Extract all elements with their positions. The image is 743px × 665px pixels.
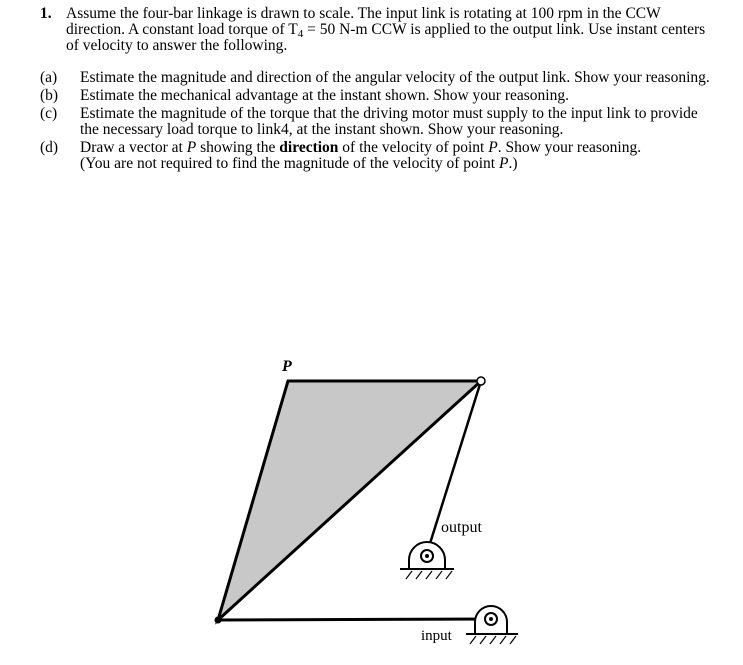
part-d-note-2: .) xyxy=(508,155,518,172)
intro-text-1: Assume the four-bar linkage is drawn to scale. The input link is rotating at 100 rpm in the CCW direction. A constant load torque of T xyxy=(66,5,661,38)
part-d-text-1: Draw a vector at xyxy=(80,139,187,156)
part-d-text-4: . Show your reasoning. xyxy=(497,139,642,156)
coupler-input-joint xyxy=(215,617,222,624)
input-link xyxy=(218,619,491,620)
point-p-label: P xyxy=(282,358,292,375)
problem-number: 1. xyxy=(40,5,52,22)
part-b-text: Estimate the mechanical advantage at the instant shown. Show your reasoning. xyxy=(80,87,569,104)
part-a-label: (a) xyxy=(40,69,58,86)
part-d-text-3: of the velocity of point xyxy=(338,139,489,156)
part-c-label: (c) xyxy=(40,105,58,122)
output-ground-pivot xyxy=(400,542,454,579)
part-a-text: Estimate the magnitude and direction of the angular velocity of the output link. Show your reasoning. xyxy=(80,69,710,86)
part-d-bold: direction xyxy=(279,139,339,156)
input-ground-pivot xyxy=(466,606,518,644)
coupler-link xyxy=(218,381,481,620)
intro-text-2: = 50 N-m CCW is applied to the output link. Use instant centers of velocity to answer the following. xyxy=(66,21,706,54)
part-d-note-1: (You are not required to find the magnitude of the velocity of point xyxy=(80,155,499,172)
torque-subscript: 4 xyxy=(297,28,304,40)
part-d-point-1: P xyxy=(186,139,197,156)
input-label: input xyxy=(421,628,452,644)
part-d-label: (d) xyxy=(40,139,59,156)
part-d-point-3: P xyxy=(498,155,509,172)
coupler-output-joint xyxy=(477,377,485,385)
part-b-label: (b) xyxy=(40,87,59,104)
output-label: output xyxy=(441,519,482,536)
part-d-text-2: showing the xyxy=(196,139,280,156)
part-d-point-2: P xyxy=(488,139,498,156)
part-c-text: Estimate the magnitude of the torque that the driving motor must supply to the input link to provide the necessary load torque to link4, at the instant shown. Show your reasoning. xyxy=(80,105,698,138)
